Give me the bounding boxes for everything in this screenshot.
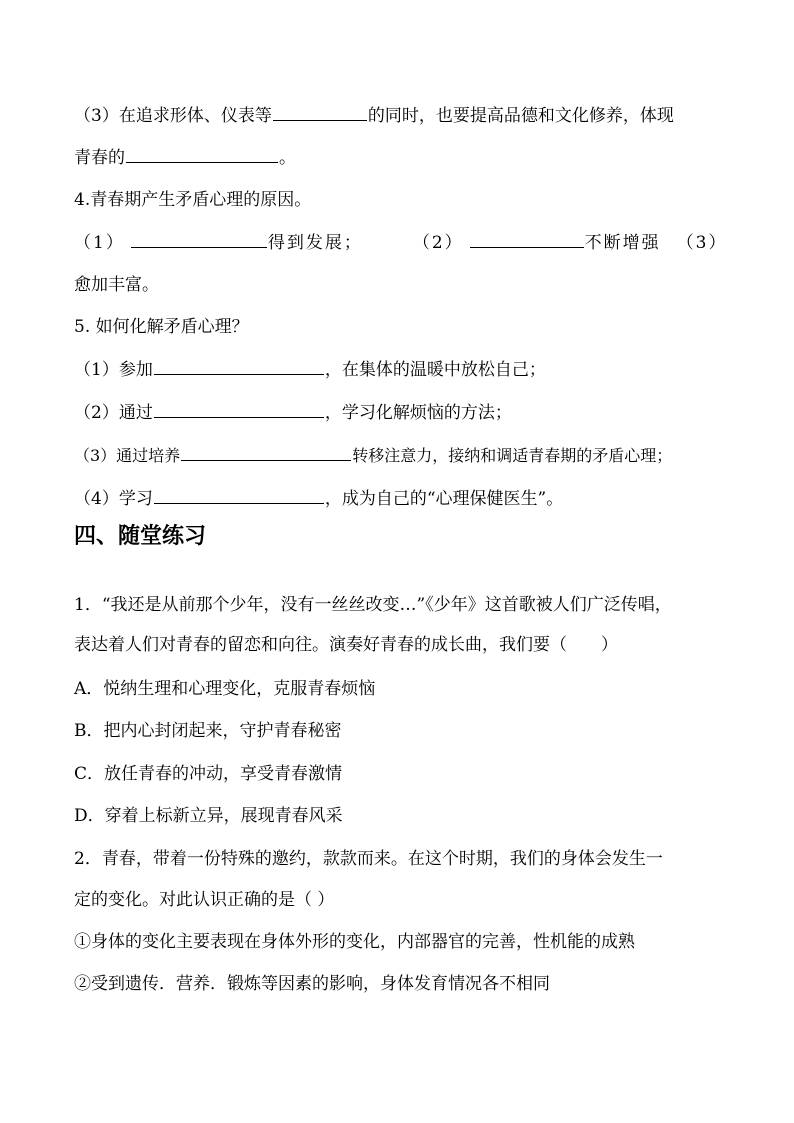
fill-blank[interactable] — [126, 146, 278, 163]
fill-blank[interactable] — [154, 487, 324, 504]
q3-item3-line2 — [74, 146, 296, 170]
q5-item4-post: ，成为自己的“心理保健医生”。 — [324, 489, 564, 509]
q1-option-c[interactable]: C．放任青春的冲动，享受青春激情 — [74, 764, 343, 784]
q4-item1-label: （1） — [74, 233, 125, 253]
fill-blank[interactable] — [273, 104, 367, 121]
q3-item3-text-c: 青春的 — [74, 148, 125, 168]
q5-item2 — [74, 401, 512, 425]
q2-line2: 定的变化。对此认识正确的是（ ） — [74, 890, 335, 910]
q5-item3-post: 转移注意力，接纳和调适青春期的矛盾心理； — [352, 446, 673, 465]
q4-item2-after: 不断增强 — [584, 233, 661, 253]
q1-line1: 1．“我还是从前那个少年，没有一丝丝改变…”《少年》这首歌被人们广泛传唱， — [74, 595, 672, 615]
q3-item3-text-a: （3）在追求形体、仪表等 — [74, 106, 272, 126]
q2-statement-2: ②受到遗传．营养．锻炼等因素的影响，身体发育情况各不相同 — [74, 974, 550, 994]
fill-blank[interactable] — [181, 444, 351, 461]
fill-blank[interactable] — [154, 358, 324, 375]
q5-item3-pre: （3）通过培养 — [74, 446, 181, 465]
q1-option-a[interactable]: A．悦纳生理和心理变化，克服青春烦恼 — [74, 679, 376, 699]
q4-item1-after: 得到发展； — [267, 233, 363, 253]
q5-item1 — [74, 358, 546, 382]
q3-item3-text-d: 。 — [279, 148, 296, 168]
fill-blank[interactable] — [131, 231, 267, 248]
q5-title: 5. 如何化解矛盾心理？ — [74, 317, 249, 337]
fill-blank[interactable] — [470, 231, 584, 248]
q5-item3 — [74, 444, 672, 468]
q5-item2-post: ，学习化解烦恼的方法； — [324, 403, 512, 423]
q1-option-d[interactable]: D．穿着上标新立异，展现青春风采 — [74, 806, 343, 826]
fill-blank[interactable] — [154, 401, 324, 418]
q5-item1-post: ，在集体的温暖中放松自己； — [324, 360, 546, 380]
q5-item1-pre: （1）参加 — [74, 360, 153, 380]
q3-item3-text-b: 的同时，也要提高品德和文化修养，体现 — [367, 106, 674, 126]
q5-item4 — [74, 487, 563, 511]
q5-item2-pre: （2）通过 — [74, 403, 153, 423]
q1-line2: 表达着人们对青春的留恋和向往。演奏好青春的成长曲，我们要（ ） — [74, 635, 618, 655]
q4-line1 — [74, 231, 727, 255]
q4-title: 4.青春期产生矛盾心理的原因。 — [74, 190, 312, 210]
q4-item2-label: （2） — [412, 233, 464, 253]
q4-item3-label: （3） — [676, 233, 728, 253]
q3-item3-line1 — [74, 104, 674, 128]
q4-line2: 愈加丰富。 — [74, 275, 159, 295]
section-heading: 四、随堂练习 — [74, 524, 207, 549]
q1-option-b[interactable]: B．把内心封闭起来，守护青春秘密 — [74, 721, 342, 741]
q2-line1: 2．青春，带着一份特殊的邀约，款款而来。在这个时期，我们的身体会发生一 — [74, 849, 663, 869]
q2-statement-1: ①身体的变化主要表现在身体外形的变化，内部器官的完善，性机能的成熟 — [74, 932, 635, 952]
q5-item4-pre: （4）学习 — [74, 489, 153, 509]
